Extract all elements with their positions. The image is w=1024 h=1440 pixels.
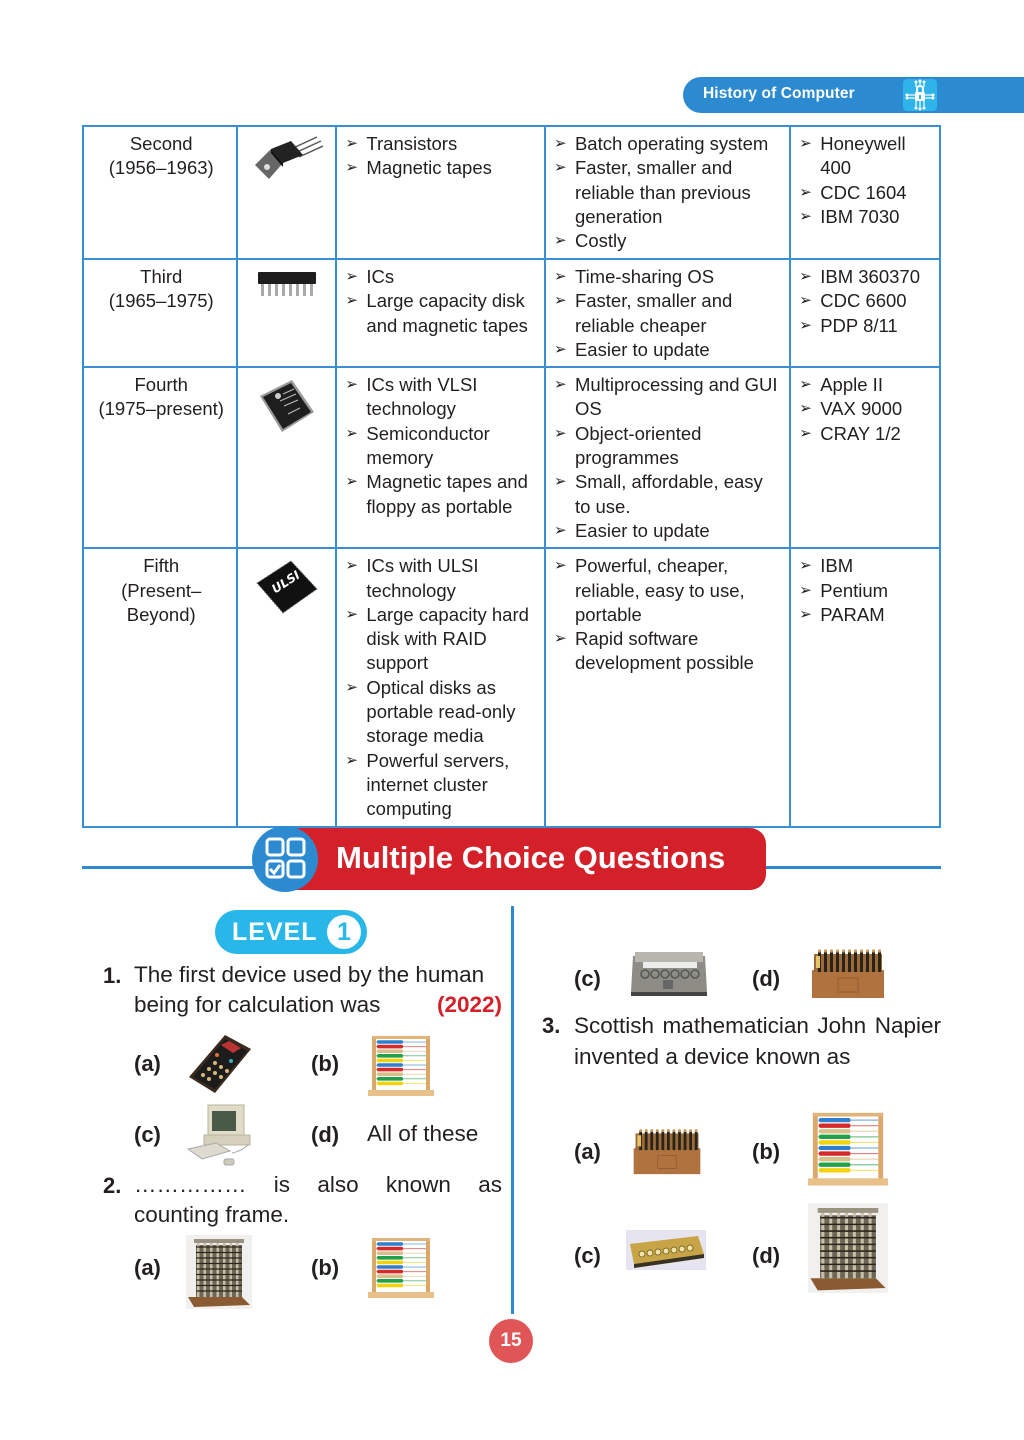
table-row bbox=[83, 126, 940, 259]
mcq-banner bbox=[282, 828, 766, 890]
technology-cell bbox=[336, 367, 545, 548]
examples-cell bbox=[790, 548, 940, 826]
example-item: ➢ IBM 360370 bbox=[799, 265, 933, 289]
features-cell bbox=[545, 259, 790, 367]
feature-item: ➢ Multiprocessing and GUI OS bbox=[554, 373, 783, 422]
question-text-line: The first device used by the human bbox=[134, 962, 485, 987]
question-number: 3. bbox=[542, 1013, 561, 1038]
column-divider-stub bbox=[511, 1300, 514, 1314]
option-label[interactable]: (c) bbox=[574, 966, 601, 991]
feature-item: ➢ Easier to update bbox=[554, 338, 783, 362]
question-number: 2. bbox=[103, 1173, 122, 1198]
generation-name: Third bbox=[140, 266, 183, 287]
ulsi-chip-icon bbox=[255, 557, 319, 615]
technology-cell bbox=[336, 126, 545, 259]
napiers-bones-icon[interactable] bbox=[627, 1126, 707, 1176]
example-item: ➢ VAX 9000 bbox=[799, 397, 933, 421]
column-divider bbox=[511, 906, 514, 1314]
circuit-lock-icon bbox=[903, 79, 937, 111]
feature-item: ➢ Faster, smaller and reliable cheaper bbox=[554, 289, 783, 338]
table-row bbox=[83, 259, 940, 367]
question-text bbox=[134, 960, 502, 1020]
table-row bbox=[83, 367, 940, 548]
examples-cell bbox=[790, 259, 940, 367]
feature-item: ➢ Costly bbox=[554, 229, 783, 253]
generation-name: Fourth bbox=[134, 374, 188, 396]
generation-period: (1975–present) bbox=[98, 398, 224, 420]
level-label: LEVEL bbox=[232, 918, 318, 946]
computer-generations-table bbox=[82, 125, 941, 828]
technology-item: ➢ Magnetic tapes and floppy as portable bbox=[345, 470, 538, 519]
transistor-icon bbox=[251, 135, 323, 183]
level-badge bbox=[215, 910, 367, 954]
mcq-title: Multiple Choice Questions bbox=[336, 840, 726, 875]
abacus-icon[interactable] bbox=[368, 1034, 434, 1096]
question-number: 1. bbox=[103, 963, 122, 988]
difference-engine-icon[interactable] bbox=[808, 1203, 888, 1293]
option-label[interactable]: (a) bbox=[134, 1255, 161, 1280]
option-label[interactable]: (b) bbox=[752, 1139, 781, 1164]
image-cell bbox=[237, 259, 336, 367]
difference-engine-icon[interactable] bbox=[186, 1235, 252, 1309]
option-label[interactable]: (b) bbox=[311, 1051, 340, 1076]
example-item: ➢ Pentium bbox=[799, 579, 933, 603]
generation-cell bbox=[83, 259, 237, 367]
example-item: ➢ IBM bbox=[799, 554, 933, 578]
question-text: …………… is also known as counting frame. bbox=[134, 1172, 502, 1227]
option-label[interactable]: (d) bbox=[752, 966, 781, 991]
example-item: ➢ CDC 6600 bbox=[799, 289, 933, 313]
example-item: ➢ Apple II bbox=[799, 373, 933, 397]
vlsi-chip-icon bbox=[256, 376, 318, 436]
table-row bbox=[83, 548, 940, 826]
feature-item: ➢ Easier to update bbox=[554, 519, 783, 543]
features-cell bbox=[545, 126, 790, 259]
option-text[interactable]: All of these bbox=[367, 1121, 479, 1146]
technology-item: ➢ ICs with VLSI technology bbox=[345, 373, 538, 422]
image-cell bbox=[237, 548, 336, 826]
generation-name: Second bbox=[129, 133, 193, 154]
feature-item: ➢ Small, affordable, easy to use. bbox=[554, 470, 783, 519]
technology-item: ➢ Magnetic tapes bbox=[345, 156, 538, 180]
technology-item: ➢ Transistors bbox=[345, 132, 538, 156]
option-label[interactable]: (c) bbox=[134, 1122, 161, 1147]
question-text-line-wrap bbox=[134, 990, 502, 1020]
example-item: ➢ PDP 8/11 bbox=[799, 314, 933, 338]
features-cell bbox=[545, 548, 790, 826]
generation-cell bbox=[83, 126, 237, 259]
example-item: ➢ CDC 1604 bbox=[799, 181, 933, 205]
generation-name: Fifth bbox=[143, 555, 180, 577]
features-cell bbox=[545, 367, 790, 548]
napiers-bones-icon[interactable] bbox=[808, 946, 888, 1000]
examples-cell bbox=[790, 367, 940, 548]
generation-period: (Present– Beyond) bbox=[121, 579, 202, 625]
example-item: ➢ Honeywell 400 bbox=[799, 132, 933, 181]
technology-cell bbox=[336, 548, 545, 826]
technology-item: ➢ Optical disks as portable read-only storage media bbox=[345, 676, 538, 749]
abacus-icon[interactable] bbox=[368, 1236, 434, 1298]
option-label[interactable]: (d) bbox=[311, 1122, 340, 1147]
generation-cell bbox=[83, 548, 237, 826]
feature-item: ➢ Time-sharing OS bbox=[554, 265, 783, 289]
technology-item: ➢ Powerful servers, internet cluster computing bbox=[345, 749, 538, 822]
technology-item: ➢ Large capacity disk and magnetic tapes bbox=[345, 289, 538, 338]
level-number: 1 bbox=[327, 915, 361, 949]
option-label[interactable]: (a) bbox=[574, 1139, 601, 1164]
technology-item: ➢ Large capacity hard disk with RAID support bbox=[345, 603, 538, 676]
option-label[interactable]: (c) bbox=[574, 1243, 601, 1268]
abacus-icon[interactable] bbox=[808, 1110, 888, 1186]
technology-item: ➢ Semiconductor memory bbox=[345, 422, 538, 471]
feature-item: ➢ Rapid software development possible bbox=[554, 627, 783, 676]
generation-period: (1965–1975) bbox=[108, 290, 214, 312]
question-year-tag: (2022) bbox=[436, 992, 502, 1017]
checklist-grid-icon bbox=[252, 826, 318, 892]
technology-cell bbox=[336, 259, 545, 367]
technology-item: ➢ ICs with ULSI technology bbox=[345, 554, 538, 603]
chapter-header-tab bbox=[683, 77, 1024, 113]
option-label[interactable]: (b) bbox=[311, 1255, 340, 1280]
option-label[interactable]: (a) bbox=[134, 1051, 161, 1076]
example-item: ➢ CRAY 1/2 bbox=[799, 422, 933, 446]
svg-text:ULSI: ULSI bbox=[269, 568, 303, 597]
feature-item: ➢ Powerful, cheaper, reliable, easy to use, portable bbox=[554, 554, 783, 627]
calculator-icon[interactable] bbox=[187, 1033, 253, 1095]
pascaline-icon[interactable] bbox=[629, 948, 709, 998]
example-item: ➢ PARAM bbox=[799, 603, 933, 627]
generation-cell bbox=[83, 367, 237, 548]
page-number: 15 bbox=[489, 1319, 533, 1363]
ic-chip-icon bbox=[256, 268, 318, 298]
image-cell bbox=[237, 126, 336, 259]
question-text: Scottish mathematician John Napier invented a device known as bbox=[574, 1013, 941, 1069]
example-item: ➢ IBM 7030 bbox=[799, 205, 933, 229]
image-cell bbox=[237, 367, 336, 548]
technology-item: ➢ ICs bbox=[345, 265, 538, 289]
feature-item: ➢ Object-oriented programmes bbox=[554, 422, 783, 471]
feature-item: ➢ Faster, smaller and reliable than previous generation bbox=[554, 156, 783, 229]
question-text-line: being for calculation was bbox=[134, 992, 381, 1017]
generation-period: (1956–1963) bbox=[108, 157, 214, 179]
pascaline-icon[interactable] bbox=[626, 1230, 706, 1270]
feature-item: ➢ Batch operating system bbox=[554, 132, 783, 156]
desktop-computer-icon[interactable] bbox=[186, 1103, 256, 1169]
chapter-title: History of Computer bbox=[703, 85, 855, 102]
option-label[interactable]: (d) bbox=[752, 1243, 781, 1268]
examples-cell bbox=[790, 126, 940, 259]
